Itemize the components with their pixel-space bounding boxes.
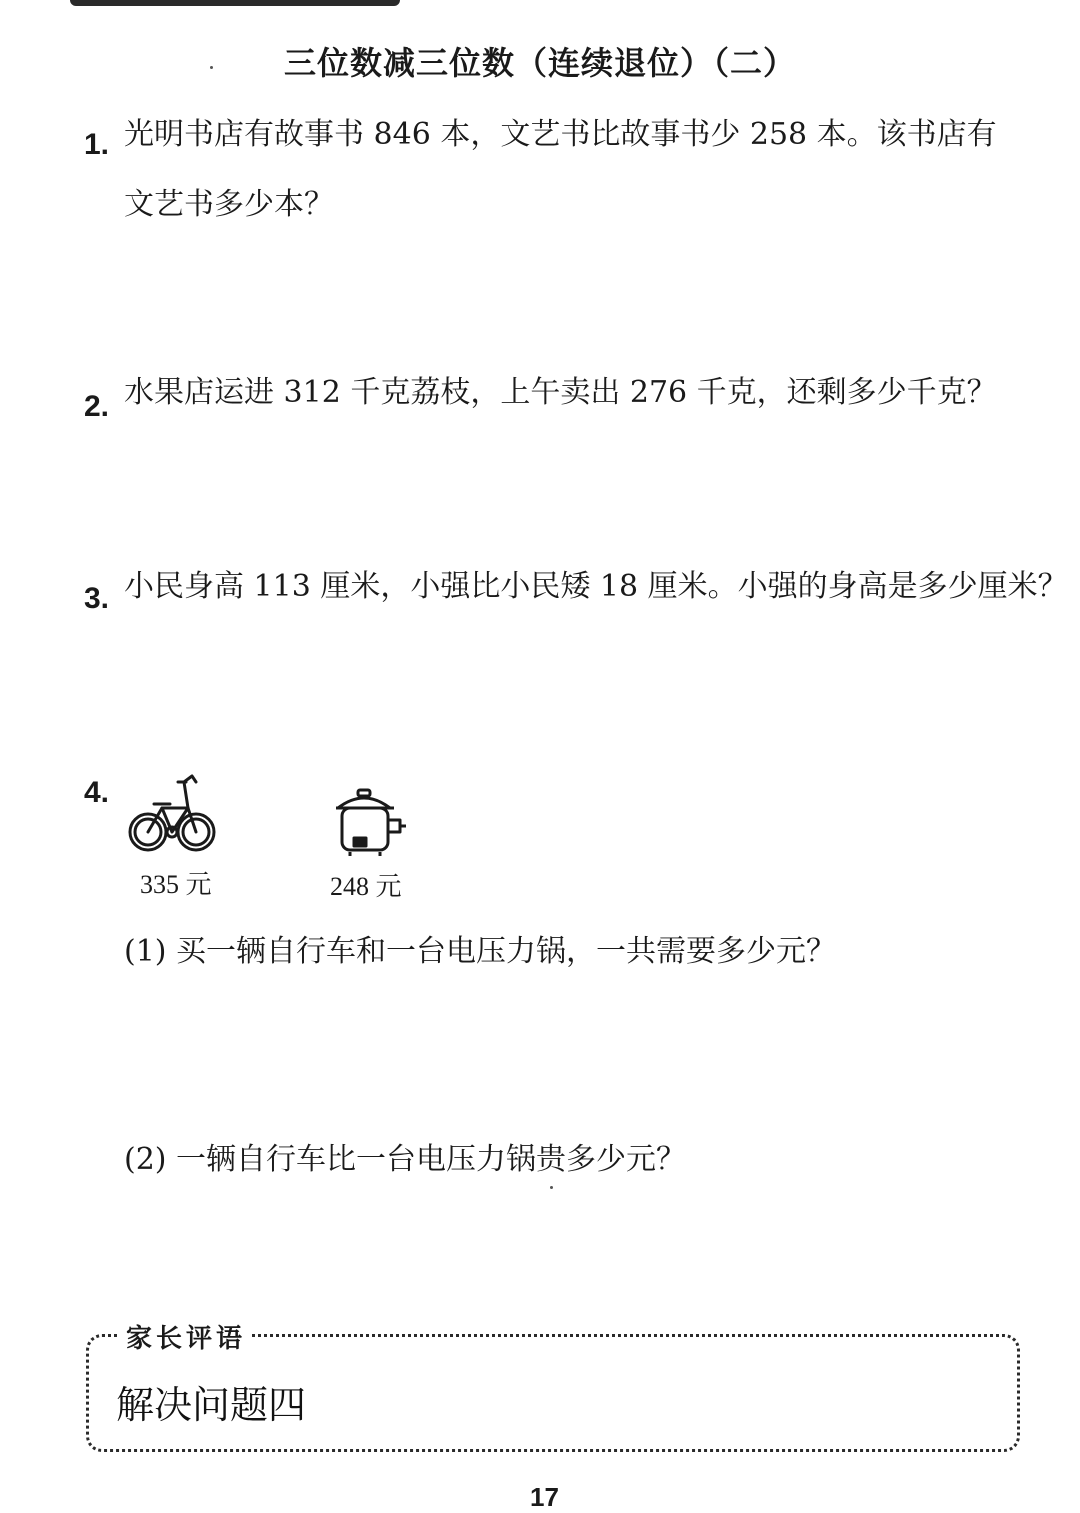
worksheet-title: 三位数减三位数（连续退位）（二） bbox=[283, 44, 796, 82]
question-4-number: 4. bbox=[84, 776, 110, 809]
stamp-text: 解决问题四 bbox=[116, 1383, 307, 1427]
question-1-line-1: 光明书店有故事书 846 本，文艺书比故事书少 258 本。该书店有 bbox=[124, 117, 997, 152]
question-3-text: 小民身高 113 厘米，小强比小民矮 18 厘米。小强的身高是多少厘米？ bbox=[124, 569, 1068, 604]
top-edge-mark bbox=[70, 0, 400, 6]
question-2-text: 水果店运进 312 千克荔枝，上午卖出 276 千克，还剩多少千克？ bbox=[124, 375, 997, 410]
question-1-line-2: 文艺书多少本？ bbox=[124, 187, 334, 222]
question-1-number: 1. bbox=[84, 128, 110, 161]
bicycle-icon bbox=[126, 770, 218, 860]
question-4-sub-2: (2) 一辆自行车比一台电压力锅贵多少元？ bbox=[124, 1142, 687, 1177]
parent-comment-label: 家长评语 bbox=[120, 1318, 252, 1355]
page-number: 17 bbox=[530, 1482, 559, 1512]
question-2-number: 2. bbox=[84, 390, 110, 423]
pressure-cooker-icon bbox=[332, 786, 408, 858]
bicycle-price: 335 元 bbox=[140, 870, 212, 899]
question-4-sub-1: (1) 买一辆自行车和一台电压力锅，一共需要多少元？ bbox=[124, 934, 837, 969]
cooker-price: 248 元 bbox=[330, 872, 402, 901]
scan-speck bbox=[550, 1186, 553, 1189]
question-3-number: 3. bbox=[84, 582, 110, 615]
